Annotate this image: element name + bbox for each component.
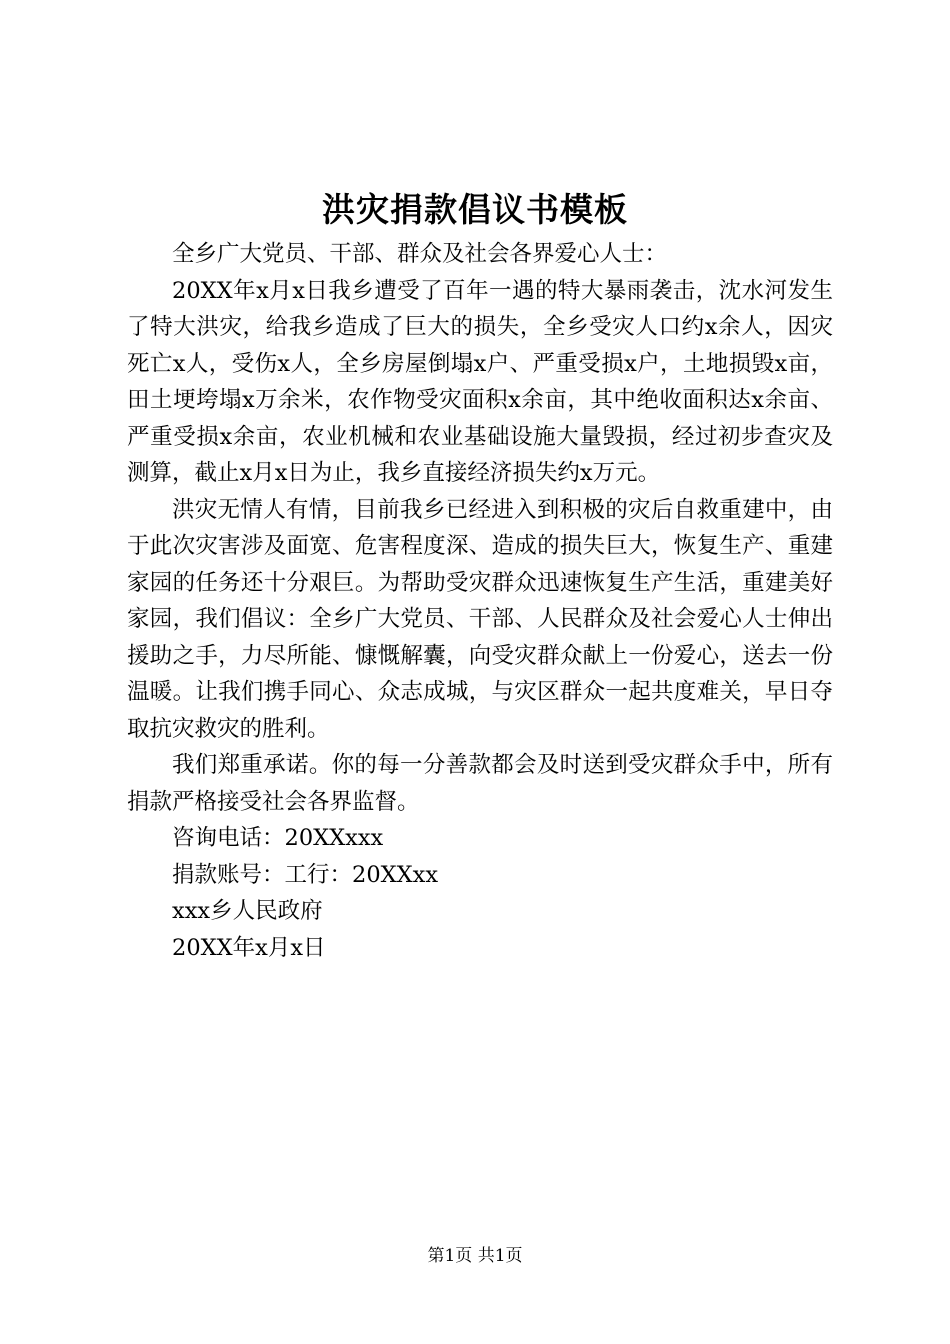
document-body [127,236,833,966]
page-indicator: 第1页 共1页 [427,1246,523,1266]
paragraph-appeal: 洪灾无情人有情，目前我乡已经进入到积极的灾后自救重建中，由于此次灾害涉及面宽、危害程度深、造成的损失巨大，恢复生产、重建家园的任务还十分艰巨。为帮助受灾群众迅速恢复生产生活，重建美好家园，我们倡议：全乡广大党员、干部、人民群众及社会爱心人士伸出援助之手，力尽所能、慷慨解囊，向受灾群众献上一份爱心，送去一份温暖。让我们携手同心、众志成城，与灾区群众一起共度难关，早日夺取抗灾救灾的胜利。 [127,496,833,742]
paragraph-damage-report: 20XX年x月x日我乡遭受了百年一遇的特大暴雨袭击，沈水河发生了特大洪灾，给我乡造成了巨大的损失，全乡受灾人口约x余人，因灾死亡x人，受伤x人，全乡房屋倒塌x户、严重受损x户，土地损毁x亩，田土埂垮塌x万余米，农作物受灾面积x余亩，其中绝收面积达x余亩、严重受损x余亩，农业机械和农业基础设施大量毁损，经过初步查灾及测算，截止x月x日为止，我乡直接经济损失约x万元。 [127,277,833,486]
page-title: 洪灾捐款倡议书模板 [322,190,628,229]
salutation: 全乡广大党员、干部、群众及社会各界爱心人士： [172,241,668,267]
donation-account: 捐款账号：工行：20XXxx [172,861,439,888]
paragraph-promise: 我们郑重承诺。你的每一分善款都会及时送到受灾群众手中，所有捐款严格接受社会各界监督。 [127,752,833,815]
issuer: xxx乡人民政府 [172,898,323,924]
contact-phone: 咨询电话：20XXxxx [172,825,384,851]
issue-date: 20XX年x月x日 [172,934,326,961]
